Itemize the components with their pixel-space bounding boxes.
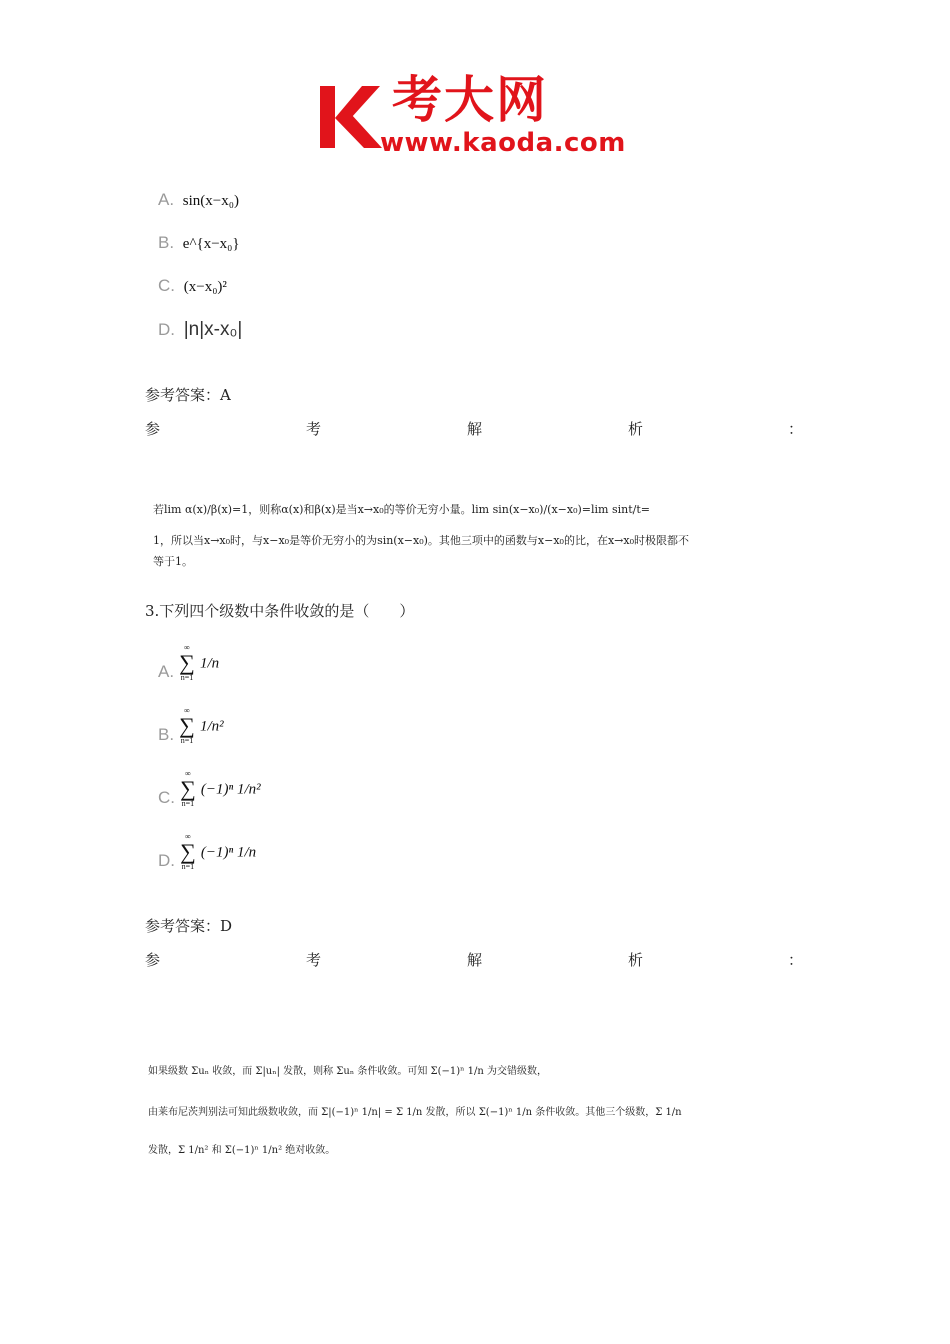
q3-option-b [158,707,224,745]
option-letter: D. [158,320,175,339]
option-term: (−1)ⁿ 1/n² [200,781,261,798]
analysis-char: 析 [628,420,644,438]
logo-brand-text: 考大网 [392,71,548,129]
sigma-symbol: ∞ ∑ n=1 [180,832,196,871]
option-letter: B. [158,725,175,744]
q2-option-a [158,190,239,210]
analysis-char: 析 [628,951,644,969]
option-letter: D. [158,851,175,870]
analysis-char: ： [788,951,804,969]
sigma-symbol: ∞ ∑ n=1 [179,706,195,745]
option-letter: C. [158,276,175,295]
option-term: 1/n [199,655,220,672]
option-term: 1/n² [199,718,224,735]
option-letter: B. [158,233,175,252]
option-letter: C. [158,788,175,807]
q2-option-b [158,233,240,253]
option-term: (−1)ⁿ 1/n [200,844,257,861]
analysis-char: 考 [306,420,322,438]
q3-analysis-line-3: 发散，Σ 1/n² 和 Σ(−1)ⁿ 1/n² 绝对收敛。 [148,1145,336,1156]
option-expr: |n|x-x₀| [183,319,243,340]
sigma-symbol: ∞ ∑ n=1 [179,643,195,682]
q3-option-c [158,770,261,808]
q2-option-d [158,319,242,341]
q3-question: 3.下列四个级数中条件收敛的是（ ） [145,602,415,620]
option-expr: (x−x₀)² [183,279,227,295]
analysis-char: 参 [145,420,161,438]
q2-answer: 参考答案：A [145,386,231,404]
q2-analysis-label [0,418,950,438]
analysis-char: 解 [467,420,483,438]
q3-analysis-line-1: 如果级数 Σuₙ 收敛，而 Σ|uₙ| 发散，则称 Σuₙ 条件收敛。可知 Σ(−1)ⁿ 1/n 为交错级数， [148,1066,547,1077]
analysis-char: 解 [467,951,483,969]
sigma-symbol: ∞ ∑ n=1 [180,769,196,808]
option-letter: A. [158,190,175,209]
q3-answer: 参考答案：D [145,917,233,935]
q3-analysis-label [0,949,950,969]
q2-analysis-line-3: 等于1。 [153,555,193,568]
option-expr: e^{x−x₀} [182,236,240,252]
q3-analysis-line-2: 由莱布尼茨判别法可知此级数收敛，而 Σ|(−1)ⁿ 1/n| = Σ 1/n 发散，所以 Σ(−1)ⁿ 1/n 条件收敛。其他三个级数，Σ 1/n [148,1107,682,1118]
q3-option-a [158,644,219,682]
q2-option-c [158,276,227,296]
logo-url: www.kaoda.com [380,128,626,158]
q3-option-d [158,833,256,871]
option-expr: sin(x−x₀) [182,193,239,209]
q2-analysis-line-2: 1，所以当x→x₀时，与x−x₀是等价无穷小的为sin(x−x₀)。其他三项中的函数与x−x₀的比，在x→x₀时极限都不 [153,534,689,547]
analysis-char: 参 [145,951,161,969]
analysis-char: ： [788,420,804,438]
q2-analysis-line-1: 若lim α(x)/β(x)=1，则称α(x)和β(x)是当x→x₀的等价无穷小量。lim sin(x−x₀)/(x−x₀)=lim sint/t= [153,503,650,516]
analysis-char: 考 [306,951,322,969]
kaoda-logo-k-icon [318,84,384,150]
option-letter: A. [158,662,175,681]
